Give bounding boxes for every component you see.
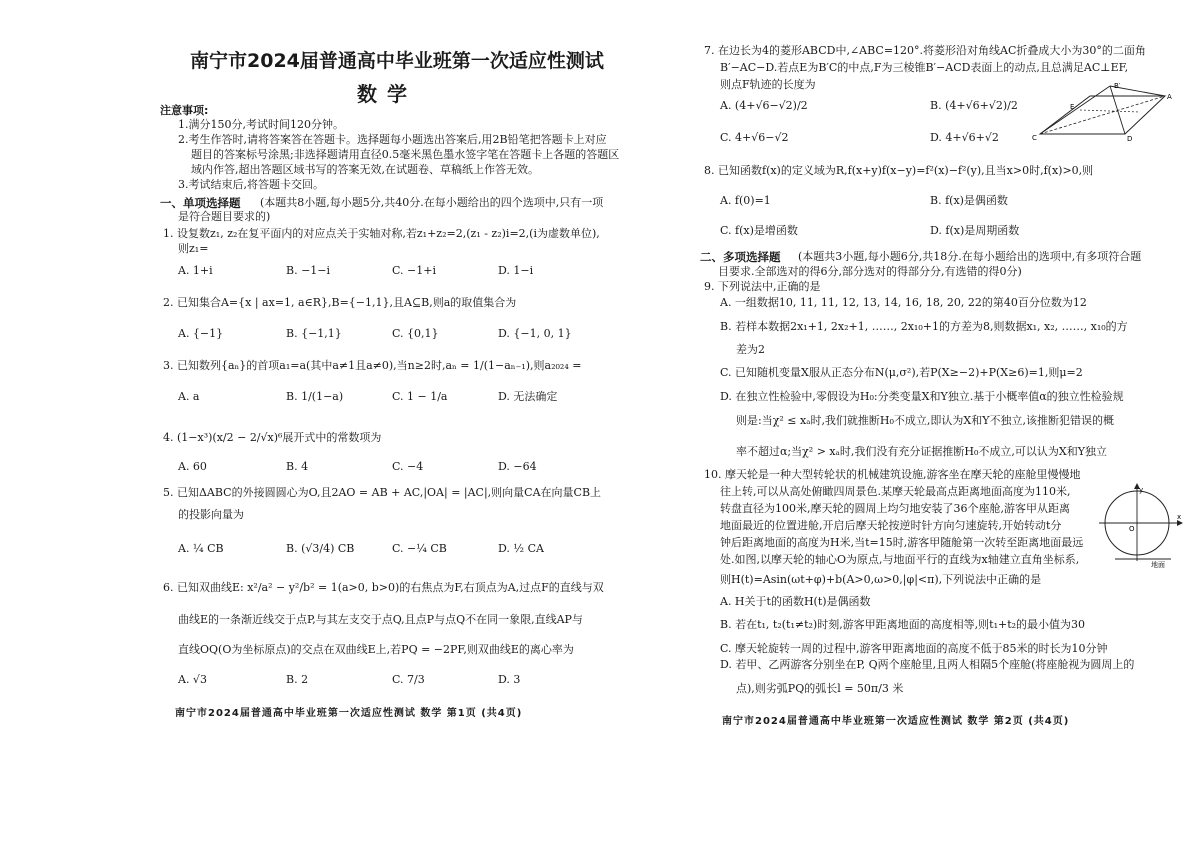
section-note: (本题共3小题,每小题6分,共18分.在每小题给出的选项中,有多项符合题	[798, 250, 1142, 263]
page-footer: 南宁市2024届普通高中毕业班第一次适应性测试 数学 第2页 (共4页)	[722, 716, 1070, 727]
section-heading: 一、单项选择题	[160, 196, 241, 210]
option-a: A. (4+√6−√2)/2	[720, 99, 808, 112]
option-a: A. f(0)=1	[720, 194, 771, 207]
option-a: A. a	[178, 390, 200, 403]
svg-text:D: D	[1127, 135, 1133, 143]
question-stem: 3. 已知数列{aₙ}的首项a₁=a(其中a≠1且a≠0),当n≥2时,aₙ = 1/(1−aₙ₋₁),则a₂₀₂₄ =	[163, 359, 582, 372]
option-d: D. 3	[498, 673, 521, 686]
option-a: A. 1+i	[178, 264, 213, 277]
section-note: 是符合题目要求的)	[178, 210, 271, 223]
question-stem: 地面最近的位置进舱,开启后摩天轮按逆时针方向匀速旋转,开始转动t分	[720, 519, 1062, 532]
question-stem: 8. 已知函数f(x)的定义域为R,f(x+y)f(x−y)=f²(x)−f²(y),且当x>0时,f(x)>0,则	[704, 164, 1094, 177]
option-c: C. −4	[392, 460, 424, 473]
option-d: D. f(x)是周期函数	[930, 224, 1020, 237]
option-d-cont: 则是:当χ² ≤ xₐ时,我们就推断H₀不成立,即认为X和Y不独立,该推断犯错误的概	[736, 414, 1115, 427]
question-stem: 2. 已知集合A={x | ax=1, a∈R},B={−1,1},且A⊆B,则a的取值集合为	[163, 296, 517, 309]
option-c: C. −¼ CB	[392, 542, 447, 555]
option-d: D. 4+√6+√2	[930, 131, 999, 144]
svg-text:y: y	[1139, 486, 1144, 494]
option-c: C. −1+i	[392, 264, 436, 277]
page-footer: 南宁市2024届普通高中毕业班第一次适应性测试 数学 第1页 (共4页)	[175, 708, 523, 719]
section-note: 目要求.全部选对的得6分,部分选对的得部分分,有选错的得0分)	[718, 265, 1022, 278]
question-stem: 6. 已知双曲线E: x²/a² − y²/b² = 1(a>0, b>0)的右焦点为F,右顶点为A,过点F的直线与双	[163, 581, 604, 594]
option-d: D. ½ CA	[498, 542, 544, 555]
question-stem: 则z₁=	[178, 242, 209, 255]
option-d: D. {−1, 0, 1}	[498, 327, 572, 340]
option-b: B. (4+√6+√2)/2	[930, 99, 1018, 112]
option-d-cont: 点),则劣弧PQ的弧长l = 50π/3 米	[736, 682, 904, 695]
section-note: (本题共8小题,每小题5分,共40分.在每小题给出的四个选项中,只有一项	[260, 196, 604, 209]
svg-text:C: C	[1032, 134, 1037, 142]
option-b: B. 若在t₁, t₂(t₁≠t₂)时刻,游客甲距离地面的高度相等,则t₁+t₂的最小值为30	[720, 618, 1086, 631]
option-d-cont: 率不超过α;当χ² > xₐ时,我们没有充分证据推断H₀不成立,可以认为X和Y独立	[736, 445, 1107, 458]
option-b: B. (√3/4) CB	[286, 542, 355, 555]
option-a: A. 一组数据10, 11, 11, 12, 13, 14, 16, 18, 20, 22的第40百分位数为12	[720, 296, 1087, 309]
option-a: A. H关于t的函数H(t)是偶函数	[720, 595, 871, 608]
question-stem: 10. 摩天轮是一种大型转轮状的机械建筑设施,游客坐在摩天轮的座舱里慢慢地	[704, 468, 1081, 481]
notice-item: 题目的答案标号涂黑;非选择题请用直径0.5毫米黑色墨水签字笔在答题卡上各题的答题区	[191, 148, 620, 161]
option-b-cont: 差为2	[736, 343, 765, 356]
option-d: D. 若甲、乙两游客分别坐在P, Q两个座舱里,且两人相隔5个座舱(将座舱视为圆周上的	[720, 658, 1135, 671]
notice-heading: 注意事项:	[160, 104, 209, 117]
question-stem: 的投影向量为	[178, 508, 244, 521]
notice-item: 1.满分150分,考试时间120分钟。	[178, 118, 344, 131]
option-d: D. 在独立性检验中,零假设为H₀:分类变量X和Y独立.基于小概率值α的独立性检验规	[720, 390, 1124, 403]
option-b: B. 2	[286, 673, 309, 686]
option-c: C. 已知随机变量X服从正态分布N(μ,σ²),若P(X≥−2)+P(X≥6)=1,则μ=2	[720, 366, 1083, 379]
option-a: A. √3	[178, 673, 207, 686]
question-stem: 则点F轨迹的长度为	[720, 78, 816, 91]
notice-item: 3.考试结束后,将答题卡交回。	[178, 178, 324, 191]
question-stem: 5. 已知ΔABC的外接圆圆心为O,且2AO = AB + AC,|OA| = |AC|,则向量CA在向量CB上	[163, 486, 602, 499]
notice-item: 2.考生作答时,请将答案答在答题卡。选择题每小题选出答案后,用2B铅笔把答题卡上对应	[178, 133, 607, 146]
question-stem: 往上转,可以从高处俯瞰四周景色.某摩天轮最高点距离地面高度为110米,	[720, 485, 1071, 498]
option-b: B. f(x)是偶函数	[930, 194, 1008, 207]
option-b: B. 4	[286, 460, 309, 473]
rhombus-fold-figure	[1030, 82, 1170, 142]
notice-item: 域内作答,超出答题区域书写的答案无效,在试题卷、草稿纸上作答无效。	[191, 163, 539, 176]
option-c: C. {0,1}	[392, 327, 439, 340]
question-stem: 钟后距离地面的高度为H米,当t=15时,游客甲随舱第一次转至距离地面最远	[720, 536, 1084, 549]
option-b: B. 1/(1−a)	[286, 390, 344, 403]
svg-text:E: E	[1070, 103, 1075, 111]
question-stem: 则H(t)=Asin(ωt+φ)+b(A>0,ω>0,|φ|<π),下列说法中正确的是	[720, 573, 1042, 586]
option-d: D. 无法确定	[498, 390, 558, 403]
question-stem: 4. (1−x³)(x/2 − 2/√x)⁶展开式中的常数项为	[163, 431, 382, 444]
section-heading: 二、多项选择题	[700, 250, 781, 264]
option-a: A. ¼ CB	[178, 542, 224, 555]
option-c: C. 摩天轮旋转一周的过程中,游客甲距离地面的高度不低于85米的时长为10分钟	[720, 642, 1108, 655]
option-a: A. 60	[178, 460, 207, 473]
ferris-wheel-figure	[1095, 483, 1185, 568]
question-stem: 处.如图,以摩天轮的轴心O为原点,与地面平行的直线为x轴建立直角坐标系,	[720, 553, 1080, 566]
option-d: D. 1−i	[498, 264, 534, 277]
option-d: D. −64	[498, 460, 537, 473]
option-c: C. 1 − 1/a	[392, 390, 448, 403]
ground-label: 地面	[1151, 561, 1165, 569]
svg-text:A: A	[1167, 93, 1172, 101]
question-stem: 转盘直径为100米,摩天轮的圆周上均匀地安装了36个座舱,游客甲从距离	[720, 502, 1070, 515]
svg-text:O: O	[1129, 525, 1135, 533]
subject-title: 数学	[357, 82, 417, 106]
question-stem: 直线OQ(O为坐标原点)的交点在双曲线E上,若PQ = −2PF,则双曲线E的离心率为	[178, 643, 574, 656]
option-b: B. {−1,1}	[286, 327, 342, 340]
question-stem: B′−AC−D.若点E为B′C的中点,F为三棱锥B′−ACD表面上的动点,且总满足AC⊥EF,	[720, 61, 1129, 74]
option-b: B. 若样本数据2x₁+1, 2x₂+1, ……, 2x₁₀+1的方差为8,则数据x₁, x₂, ……, x₁₀的方	[720, 320, 1128, 333]
svg-text:B′: B′	[1114, 82, 1121, 90]
svg-text:x: x	[1177, 513, 1182, 521]
question-stem: 9. 下列说法中,正确的是	[704, 280, 821, 293]
question-stem: 7. 在边长为4的菱形ABCD中,∠ABC=120°.将菱形沿对角线AC折叠成大小为30°的二面角	[704, 44, 1146, 57]
option-c: C. 4+√6−√2	[720, 131, 789, 144]
option-a: A. {−1}	[178, 327, 224, 340]
option-c: C. f(x)是增函数	[720, 224, 798, 237]
option-b: B. −1−i	[286, 264, 331, 277]
question-stem: 曲线E的一条渐近线交于点P,与其左支交于点Q,且点P与点Q不在同一象限,直线AP与	[178, 613, 583, 626]
page-title: 南宁市2024届普通高中毕业班第一次适应性测试	[190, 50, 604, 72]
question-stem: 1. 设复数z₁, z₂在复平面内的对应点关于实轴对称,若z₁+z₂=2,(z₁ - z₂)i=2,(i为虚数单位),	[163, 227, 600, 240]
option-c: C. 7/3	[392, 673, 425, 686]
